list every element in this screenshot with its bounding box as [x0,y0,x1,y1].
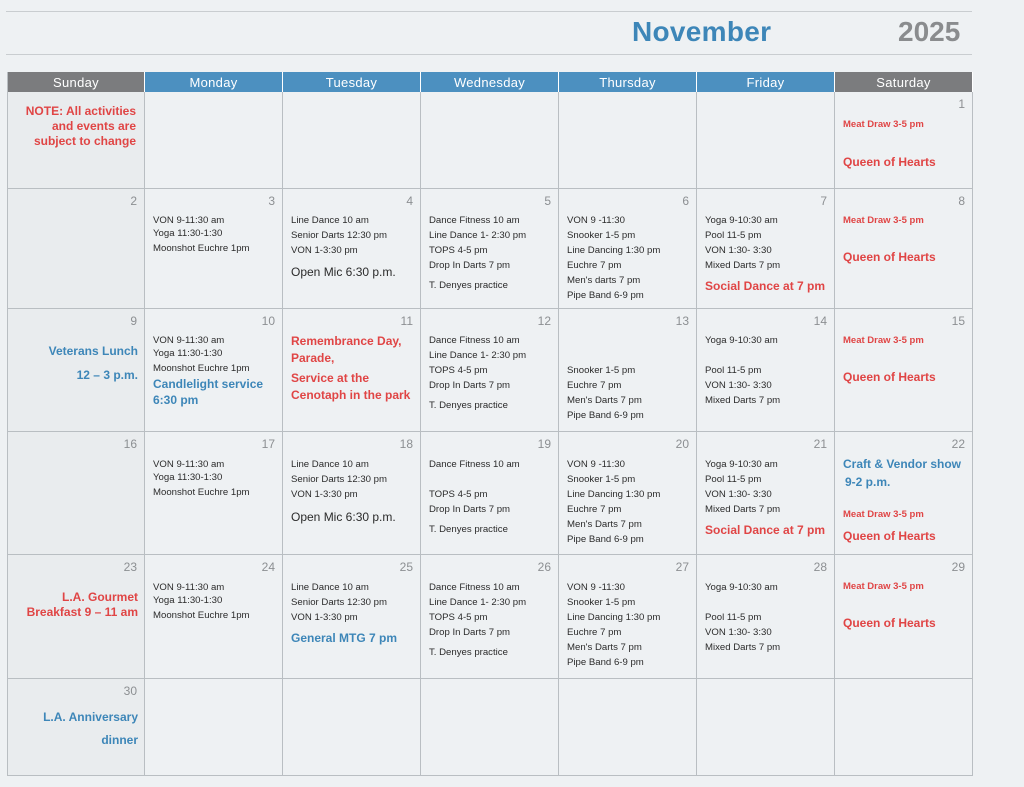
event-veterans-lunch: Veterans Lunch [48,344,138,358]
event-candlelight-service: Candlelight service [153,377,264,391]
date-number: 12 [537,314,551,328]
event-tops: TOPS 4-5 pm [429,245,488,256]
event-yoga: Yoga 11:30-1:30 [153,228,223,239]
event-euchre: Euchre 7 pm [567,260,622,271]
day-cell-27 [559,555,697,679]
event-von: VON 1-3:30 pm [291,245,358,256]
day-cell-16 [8,432,145,555]
event-denyes-practice: T. Denyes practice [429,400,508,411]
date-number: 18 [399,437,413,451]
event-euchre: Euchre 7 pm [567,627,622,638]
event-la-anniversary: L.A. Anniversary [43,710,138,724]
event-snooker: Snooker 1-5 pm [567,365,636,376]
date-number: 1 [958,97,965,111]
day-cell-19 [421,432,559,555]
event-dance-fitness: Dance Fitness 10 am [429,215,520,226]
event-gourmet-breakfast: L.A. Gourmet [61,590,138,604]
date-number: 5 [544,194,551,208]
day-cell-6 [559,189,697,309]
date-number: 17 [261,437,275,451]
event-dance-fitness: Dance Fitness 10 am [429,335,520,346]
empty-cell [283,679,421,776]
day-cell-14 [697,309,835,432]
event-line-dance: Line Dance 10 am [291,215,369,226]
day-header-sunday: Sunday [8,72,145,92]
date-number: 22 [951,437,965,451]
empty-cell [283,92,421,189]
event-snooker: Snooker 1-5 pm [567,597,636,608]
day-cell-22 [835,432,973,555]
event-meat-draw: Meat Draw 3-5 pm [843,335,924,346]
empty-cell [145,92,283,189]
day-cell-25 [283,555,421,679]
event-von: VON 9 -11:30 [567,582,625,593]
event-queen-of-hearts: Queen of Hearts [843,250,936,264]
event-yoga: Yoga 11:30-1:30 [153,472,223,483]
day-cell-11 [283,309,421,432]
day-cell-4 [283,189,421,309]
date-number: 27 [675,560,689,574]
date-number: 25 [399,560,413,574]
empty-cell [421,679,559,776]
event-von: VON 9-11:30 am [153,459,225,470]
event-line-dancing: Line Dancing 1:30 pm [567,612,661,623]
day-cell-30 [8,679,145,776]
event-mixed-darts: Mixed Darts 7 pm [705,260,781,271]
day-header-wednesday: Wednesday [421,72,559,92]
day-header-saturday: Saturday [835,72,973,92]
day-cell-20 [559,432,697,555]
event-denyes-practice: T. Denyes practice [429,280,508,291]
event-mens-darts: Men's Darts 7 pm [567,642,642,653]
event-von: VON 9-11:30 am [153,582,225,593]
event-von: VON 9 -11:30 [567,215,625,226]
event-social-dance: Social Dance at 7 pm [705,279,826,293]
day-cell-28 [697,555,835,679]
event-pool: Pool 11-5 pm [705,365,762,376]
date-number: 23 [123,560,137,574]
day-cell-10 [145,309,283,432]
event-mixed-darts: Mixed Darts 7 pm [705,395,781,406]
event-von: VON 1:30- 3:30 [705,245,772,256]
event-pipe-band: Pipe Band 6-9 pm [567,534,644,545]
day-cell-23 [8,555,145,679]
event-service: Service at the [291,371,370,385]
event-euchre: Euchre 7 pm [567,380,622,391]
event-von: VON 9 -11:30 [567,459,625,470]
day-cell-26 [421,555,559,679]
event-social-dance: Social Dance at 7 pm [705,523,826,537]
event-anniversary-dinner: dinner [101,733,138,747]
date-number: 21 [813,437,827,451]
event-drop-in-darts: Drop In Darts 7 pm [429,260,511,271]
event-yoga: Yoga 9-10:30 am [705,215,778,226]
date-number: 20 [675,437,689,451]
event-von: VON 9-11:30 am [153,215,225,226]
event-euchre: Moonshot Euchre 1pm [153,243,250,254]
event-line-dance: Line Dance 1- 2:30 pm [429,350,527,361]
event-meat-draw: Meat Draw 3-5 pm [843,119,924,130]
event-pool: Pool 11-5 pm [705,230,762,241]
empty-cell [697,679,835,776]
event-meat-draw: Meat Draw 3-5 pm [843,581,924,592]
event-meat-draw: Meat Draw 3-5 pm [843,215,924,226]
date-number: 29 [951,560,965,574]
event-euchre: Moonshot Euchre 1pm [153,487,250,498]
event-von: VON 1:30- 3:30 [705,489,772,500]
date-number: 14 [813,314,827,328]
event-snooker: Snooker 1-5 pm [567,474,636,485]
event-gourmet-time: Breakfast 9 – 11 am [26,605,138,619]
event-line-dancing: Line Dancing 1:30 pm [567,489,661,500]
date-number: 4 [406,194,413,208]
date-number: 8 [958,194,965,208]
event-craft-time: 9-2 p.m. [845,475,891,489]
empty-cell [697,92,835,189]
event-tops: TOPS 4-5 pm [429,612,488,623]
event-senior-darts: Senior Darts 12:30 pm [291,474,387,485]
event-craft-vendor-show: Craft & Vendor show [843,457,962,471]
day-cell-7 [697,189,835,309]
event-von: VON 1:30- 3:30 [705,380,772,391]
event-pipe-band: Pipe Band 6-9 pm [567,657,644,668]
date-number: 19 [537,437,551,451]
event-snooker: Snooker 1-5 pm [567,230,636,241]
date-number: 16 [123,437,137,451]
event-von: VON 9-11:30 am [153,335,225,346]
day-cell-29 [835,555,973,679]
event-line-dance: Line Dance 10 am [291,582,369,593]
event-euchre: Moonshot Euchre 1pm [153,363,250,374]
calendar-grid [7,72,973,776]
event-open-mic: Open Mic 6:30 p.m. [291,265,396,279]
event-mens-darts: Men's Darts 7 pm [567,395,642,406]
day-cell-8 [835,189,973,309]
event-drop-in-darts: Drop In Darts 7 pm [429,504,511,515]
day-cell-2 [8,189,145,309]
date-number: 3 [268,194,275,208]
day-cell-9 [8,309,145,432]
event-veterans-time: 12 – 3 p.m. [76,368,138,382]
event-cenotaph: Cenotaph in the park [291,388,411,402]
event-dance-fitness: Dance Fitness 10 am [429,582,520,593]
day-cell-21 [697,432,835,555]
date-number: 24 [261,560,275,574]
change-note: NOTE: All activities and events are subject to change [25,104,136,148]
event-queen-of-hearts: Queen of Hearts [843,616,936,630]
event-line-dance: Line Dance 1- 2:30 pm [429,230,527,241]
event-yoga: Yoga 9-10:30 am [705,459,778,470]
day-header-tuesday: Tuesday [283,72,421,92]
day-cell-3 [145,189,283,309]
event-pool: Pool 11-5 pm [705,612,762,623]
event-mens-darts: Men's darts 7 pm [567,275,641,286]
event-open-mic: Open Mic 6:30 p.m. [291,510,396,524]
top-rule [6,11,972,12]
header-rule [6,54,972,55]
day-cell-24 [145,555,283,679]
event-mixed-darts: Mixed Darts 7 pm [705,642,781,653]
empty-cell [559,679,697,776]
event-pipe-band: Pipe Band 6-9 pm [567,410,644,421]
date-number: 6 [682,194,689,208]
event-euchre: Moonshot Euchre 1pm [153,610,250,621]
event-denyes-practice: T. Denyes practice [429,647,508,658]
event-yoga: Yoga 11:30-1:30 [153,595,223,606]
date-number: 15 [951,314,965,328]
event-tops: TOPS 4-5 pm [429,365,488,376]
empty-cell [145,679,283,776]
month-title: November [632,16,772,47]
event-von: VON 1:30- 3:30 [705,627,772,638]
day-header-monday: Monday [145,72,283,92]
date-number: 7 [820,194,827,208]
day-cell-1 [835,92,973,189]
event-yoga: Yoga 9-10:30 am [705,582,778,593]
event-queen-of-hearts: Queen of Hearts [843,529,936,543]
event-line-dance: Line Dance 1- 2:30 pm [429,597,527,608]
event-remembrance-day: Remembrance Day, [291,334,402,348]
event-mixed-darts: Mixed Darts 7 pm [705,504,781,515]
event-denyes-practice: T. Denyes practice [429,524,508,535]
day-cell-13 [559,309,697,432]
day-header-friday: Friday [697,72,835,92]
event-pool: Pool 11-5 pm [705,474,762,485]
event-yoga: Yoga 11:30-1:30 [153,348,223,359]
empty-cell [559,92,697,189]
day-cell-17 [145,432,283,555]
event-candlelight-time: 6:30 pm [153,393,199,407]
day-cell-12 [421,309,559,432]
event-queen-of-hearts: Queen of Hearts [843,155,936,169]
year-title: 2025 [898,16,961,47]
empty-cell [421,92,559,189]
day-cell-5 [421,189,559,309]
date-number: 11 [400,314,413,328]
event-queen-of-hearts: Queen of Hearts [843,370,936,384]
event-drop-in-darts: Drop In Darts 7 pm [429,380,511,391]
event-senior-darts: Senior Darts 12:30 pm [291,230,387,241]
date-number: 28 [813,560,827,574]
event-tops: TOPS 4-5 pm [429,489,488,500]
event-von: VON 1-3:30 pm [291,489,358,500]
date-number: 30 [123,684,137,698]
day-header-thursday: Thursday [559,72,697,92]
date-number: 10 [261,314,275,328]
day-cell-18 [283,432,421,555]
event-euchre: Euchre 7 pm [567,504,622,515]
event-line-dance: Line Dance 10 am [291,459,369,470]
date-number: 9 [130,314,137,328]
note-cell [8,92,145,189]
event-dance-fitness: Dance Fitness 10 am [429,459,520,470]
date-number: 26 [537,560,551,574]
event-drop-in-darts: Drop In Darts 7 pm [429,627,511,638]
event-pipe-band: Pipe Band 6-9 pm [567,290,644,301]
event-yoga: Yoga 9-10:30 am [705,335,778,346]
date-number: 2 [130,194,137,208]
event-mens-darts: Men's Darts 7 pm [567,519,642,530]
day-cell-15 [835,309,973,432]
empty-cell [835,679,973,776]
event-senior-darts: Senior Darts 12:30 pm [291,597,387,608]
event-meat-draw: Meat Draw 3-5 pm [843,509,924,520]
event-parade: Parade, [291,351,335,365]
event-general-meeting: General MTG 7 pm [291,631,398,645]
date-number: 13 [675,314,689,328]
event-von: VON 1-3:30 pm [291,612,358,623]
event-line-dancing: Line Dancing 1:30 pm [567,245,661,256]
